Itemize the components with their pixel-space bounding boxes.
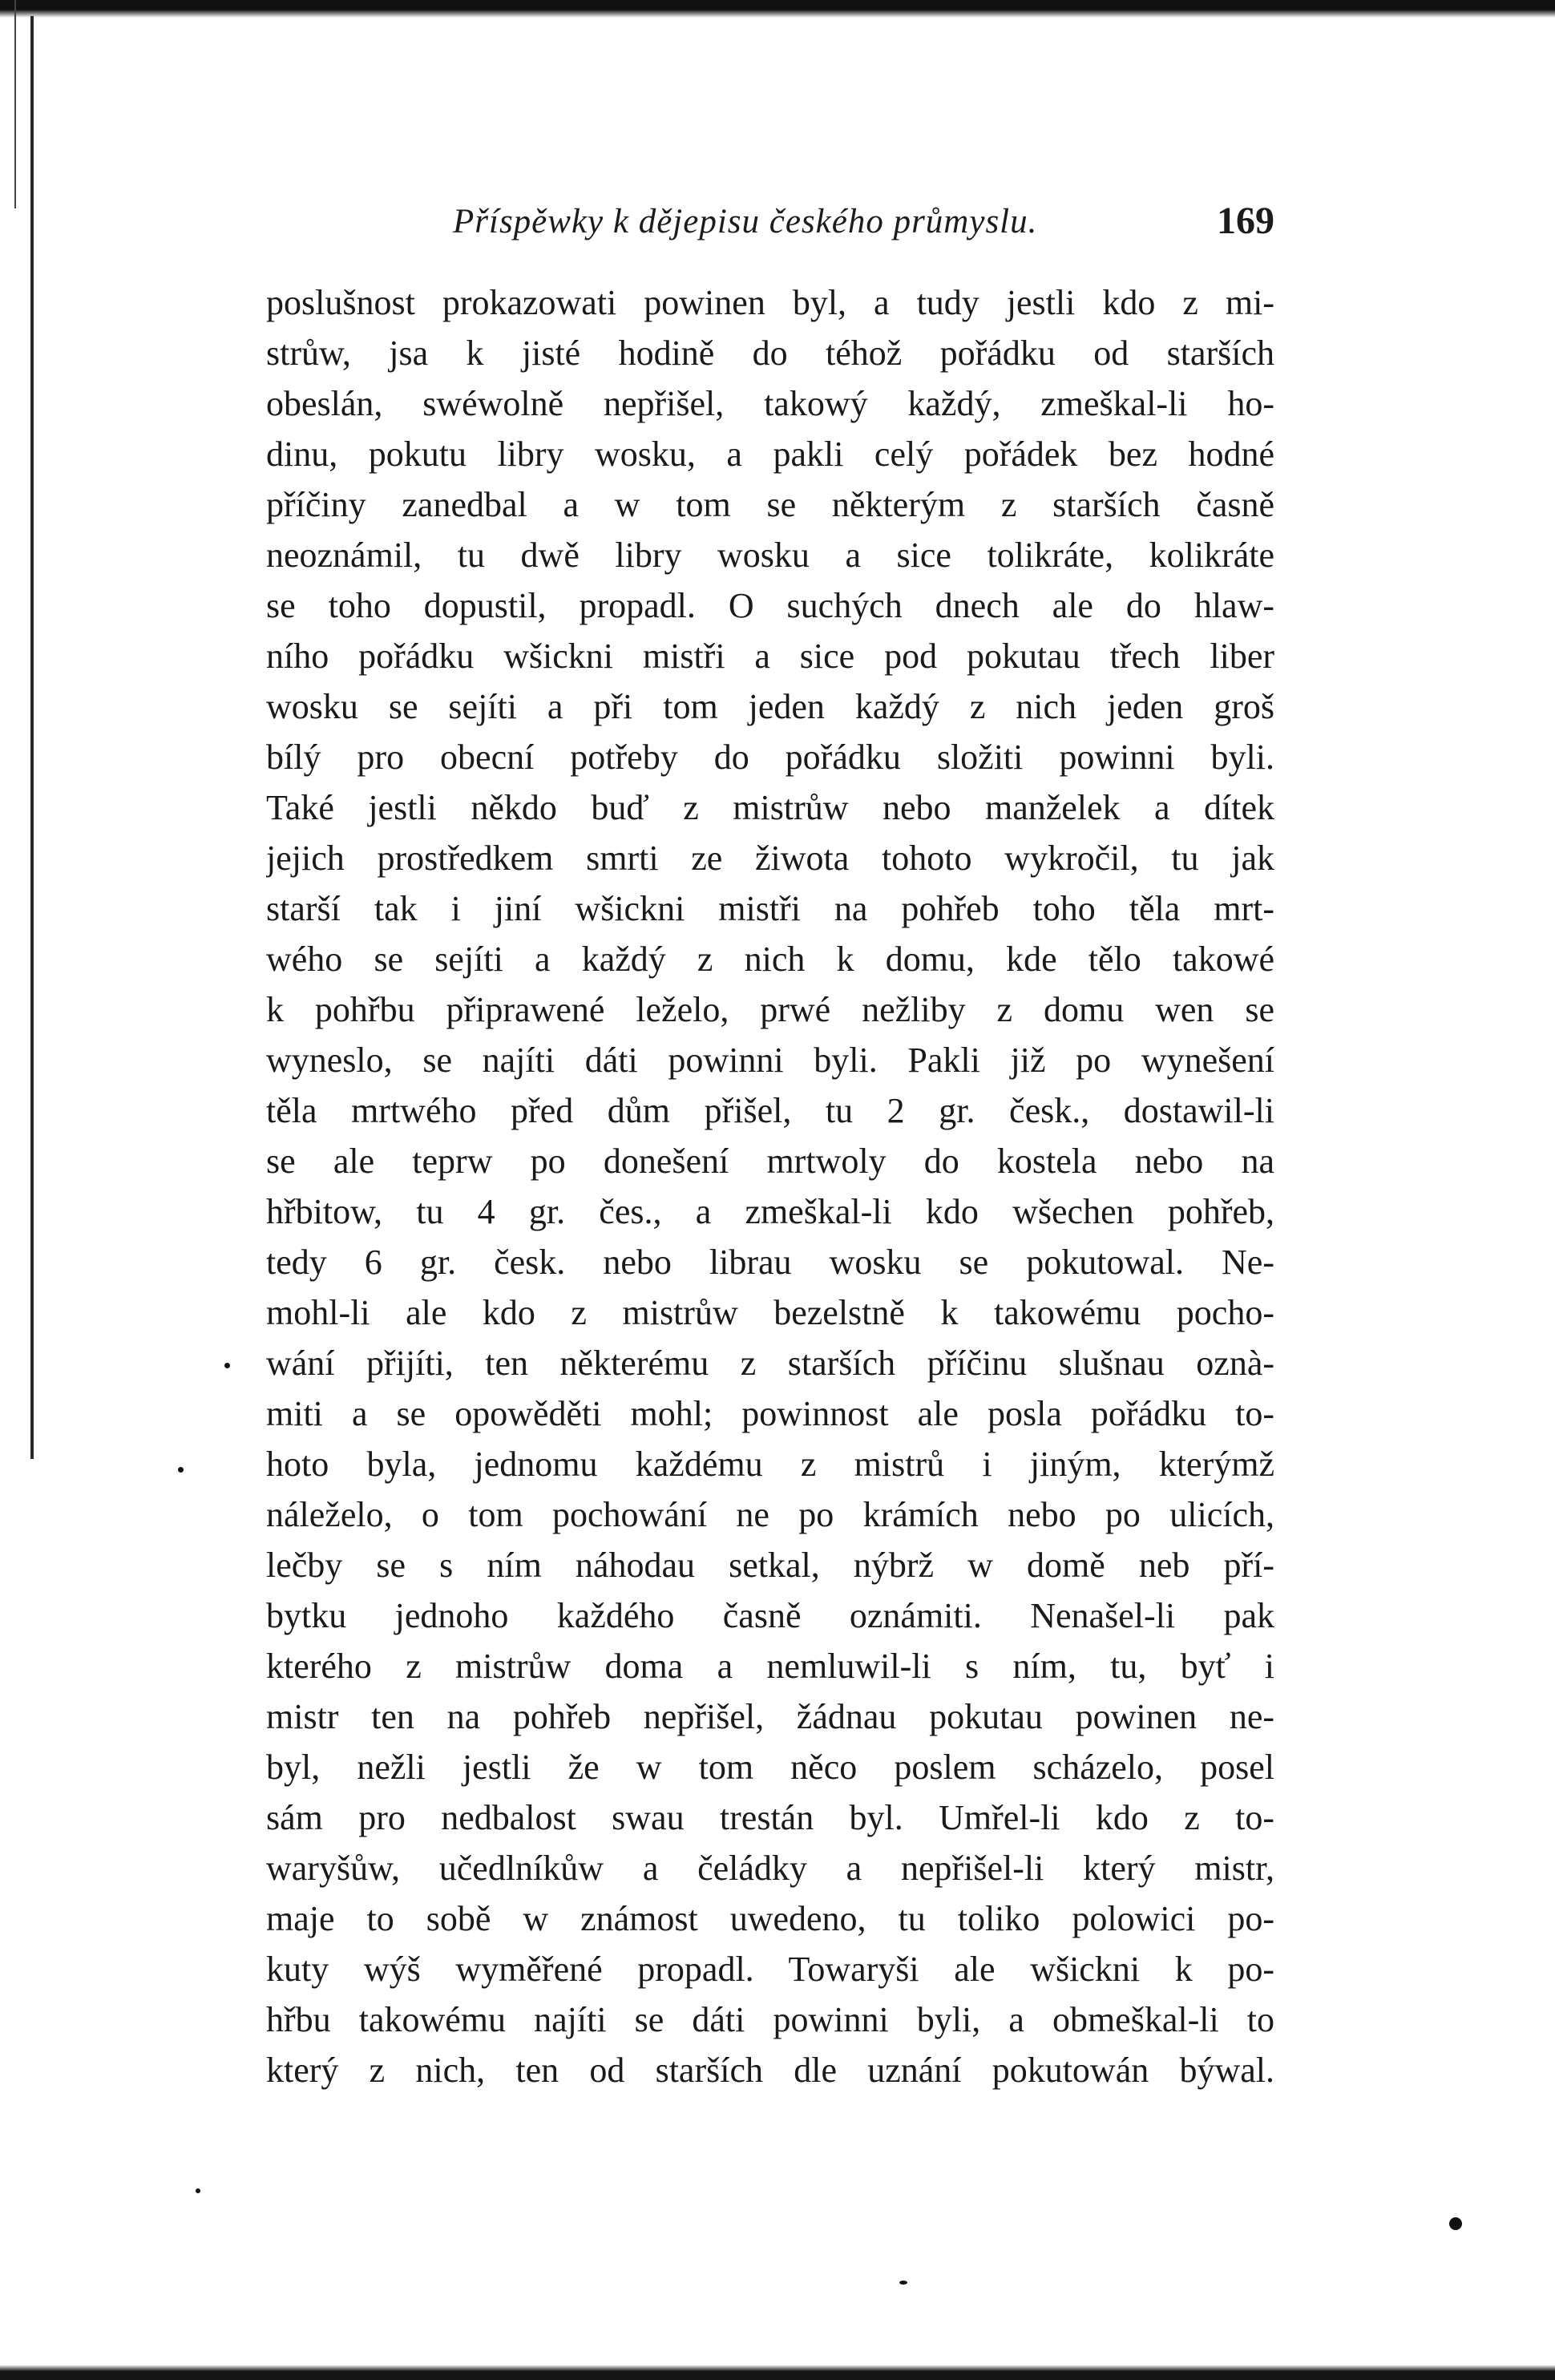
text-line: těla mrtwého před dům přišel, tu 2 gr. česk., dostawil-li <box>266 1091 1274 1130</box>
text-line: wosku se sejíti a při tom jeden každý z nich jeden groš <box>266 687 1274 726</box>
text-line: obeslán, swéwolně nepřišel, takowý každý, zmeškal-li ho- <box>266 384 1274 423</box>
text-line: miti a se opowěděti mohl; powinnost ale posla pořádku to- <box>266 1394 1274 1433</box>
scan-binding-line <box>30 16 34 1459</box>
text-line: jejich prostředkem smrti ze žiwota tohoto wykročil, tu jak <box>266 838 1274 878</box>
scan-top-edge <box>0 0 1555 18</box>
text-line: waryšůw, učedlníkůw a čeládky a nepřišel-li který mistr, <box>266 1849 1274 1888</box>
text-line: hoto byla, jednomu každému z mistrů i jiným, kterýmž <box>266 1445 1274 1484</box>
scan-bottom-edge <box>0 2365 1555 2380</box>
text-line: Také jestli někdo buď z mistrůw nebo manželek a dítek <box>266 788 1274 827</box>
text-line: sám pro nedbalost swau trestán byl. Umřel-li kdo z to- <box>266 1798 1274 1837</box>
text-line: wého se sejíti a každý z nich k domu, kde tělo takowé <box>266 939 1274 979</box>
text-line: mistr ten na pohřeb nepřišel, žádnau pokutau powinen ne- <box>266 1697 1274 1736</box>
text-line: strůw, jsa k jisté hodině do téhož pořádku od starších <box>266 333 1274 373</box>
text-line: bílý pro obecní potřeby do pořádku složiti powinni byli. <box>266 737 1274 777</box>
scan-binding-line <box>14 0 16 208</box>
text-line: poslušnost prokazowati powinen byl, a tudy jestli kdo z mi- <box>266 283 1274 322</box>
text-line: náleželo, o tom pochowání ne po krámích nebo po ulicích, <box>266 1495 1274 1534</box>
text-line: lečby se s ním náhodau setkal, nýbrž w domě neb pří- <box>266 1546 1274 1585</box>
text-line: k pohřbu připrawené leželo, prwé nežliby z domu wen se <box>266 990 1274 1029</box>
body-text <box>266 277 1274 2095</box>
scan-speck <box>899 2281 907 2285</box>
text-line: tedy 6 gr. česk. nebo librau wosku se pokutowal. Ne- <box>266 1243 1274 1282</box>
scan-speck <box>1449 2217 1462 2230</box>
text-line: wání přijíti, ten některému z starších příčinu slušnau oznà- <box>266 1344 1274 1383</box>
text-line: se toho dopustil, propadl. O suchých dnech ale do hlaw- <box>266 586 1274 625</box>
text-line: příčiny zanedbal a w tom se některým z starších časně <box>266 485 1274 524</box>
page-number: 169 <box>1217 200 1274 242</box>
text-line: hřbitow, tu 4 gr. čes., a zmeškal-li kdo wšechen pohřeb, <box>266 1192 1274 1231</box>
text-line: kuty wýš wyměřené propadl. Towaryši ale wšickni k po- <box>266 1950 1274 1989</box>
text-line: mohl-li ale kdo z mistrůw bezelstně k takowému pocho- <box>266 1293 1274 1332</box>
text-line: hřbu takowému najíti se dáti powinni byli, a obmeškal-li to <box>266 2000 1274 2039</box>
text-line: bytku jednoho každého časně oznámiti. Nenašel-li pak <box>266 1596 1274 1635</box>
scan-speck <box>196 2188 200 2193</box>
text-line: maje to sobě w známost uwedeno, tu toliko polowici po- <box>266 1899 1274 1938</box>
text-line: wyneslo, se najíti dáti powinni byli. Pakli již po wynešení <box>266 1040 1274 1080</box>
text-line: který z nich, ten od starších dle uznání pokutowán býwal. <box>266 2051 1274 2090</box>
running-title: Příspěwky k dějepisu českého průmyslu. <box>453 203 1038 240</box>
scan-speck <box>224 1363 230 1368</box>
text-line: se ale teprw po donešení mrtwoly do kostela nebo na <box>266 1142 1274 1181</box>
text-line: starší tak i jiní wšickni mistři na pohřeb toho těla mrt- <box>266 889 1274 928</box>
text-line: byl, nežli jestli že w tom něco poslem scházelo, posel <box>266 1748 1274 1787</box>
text-line: ního pořádku wšickni mistři a sice pod pokutau třech liber <box>266 636 1274 676</box>
scan-speck <box>178 1467 184 1473</box>
text-line: dinu, pokutu libry wosku, a pakli celý pořádek bez hodné <box>266 434 1274 474</box>
text-line: kterého z mistrůw doma a nemluwil-li s ním, tu, byť i <box>266 1647 1274 1686</box>
text-line: neoznámil, tu dwě libry wosku a sice tolikráte, kolikráte <box>266 535 1274 575</box>
running-head <box>265 202 1274 258</box>
